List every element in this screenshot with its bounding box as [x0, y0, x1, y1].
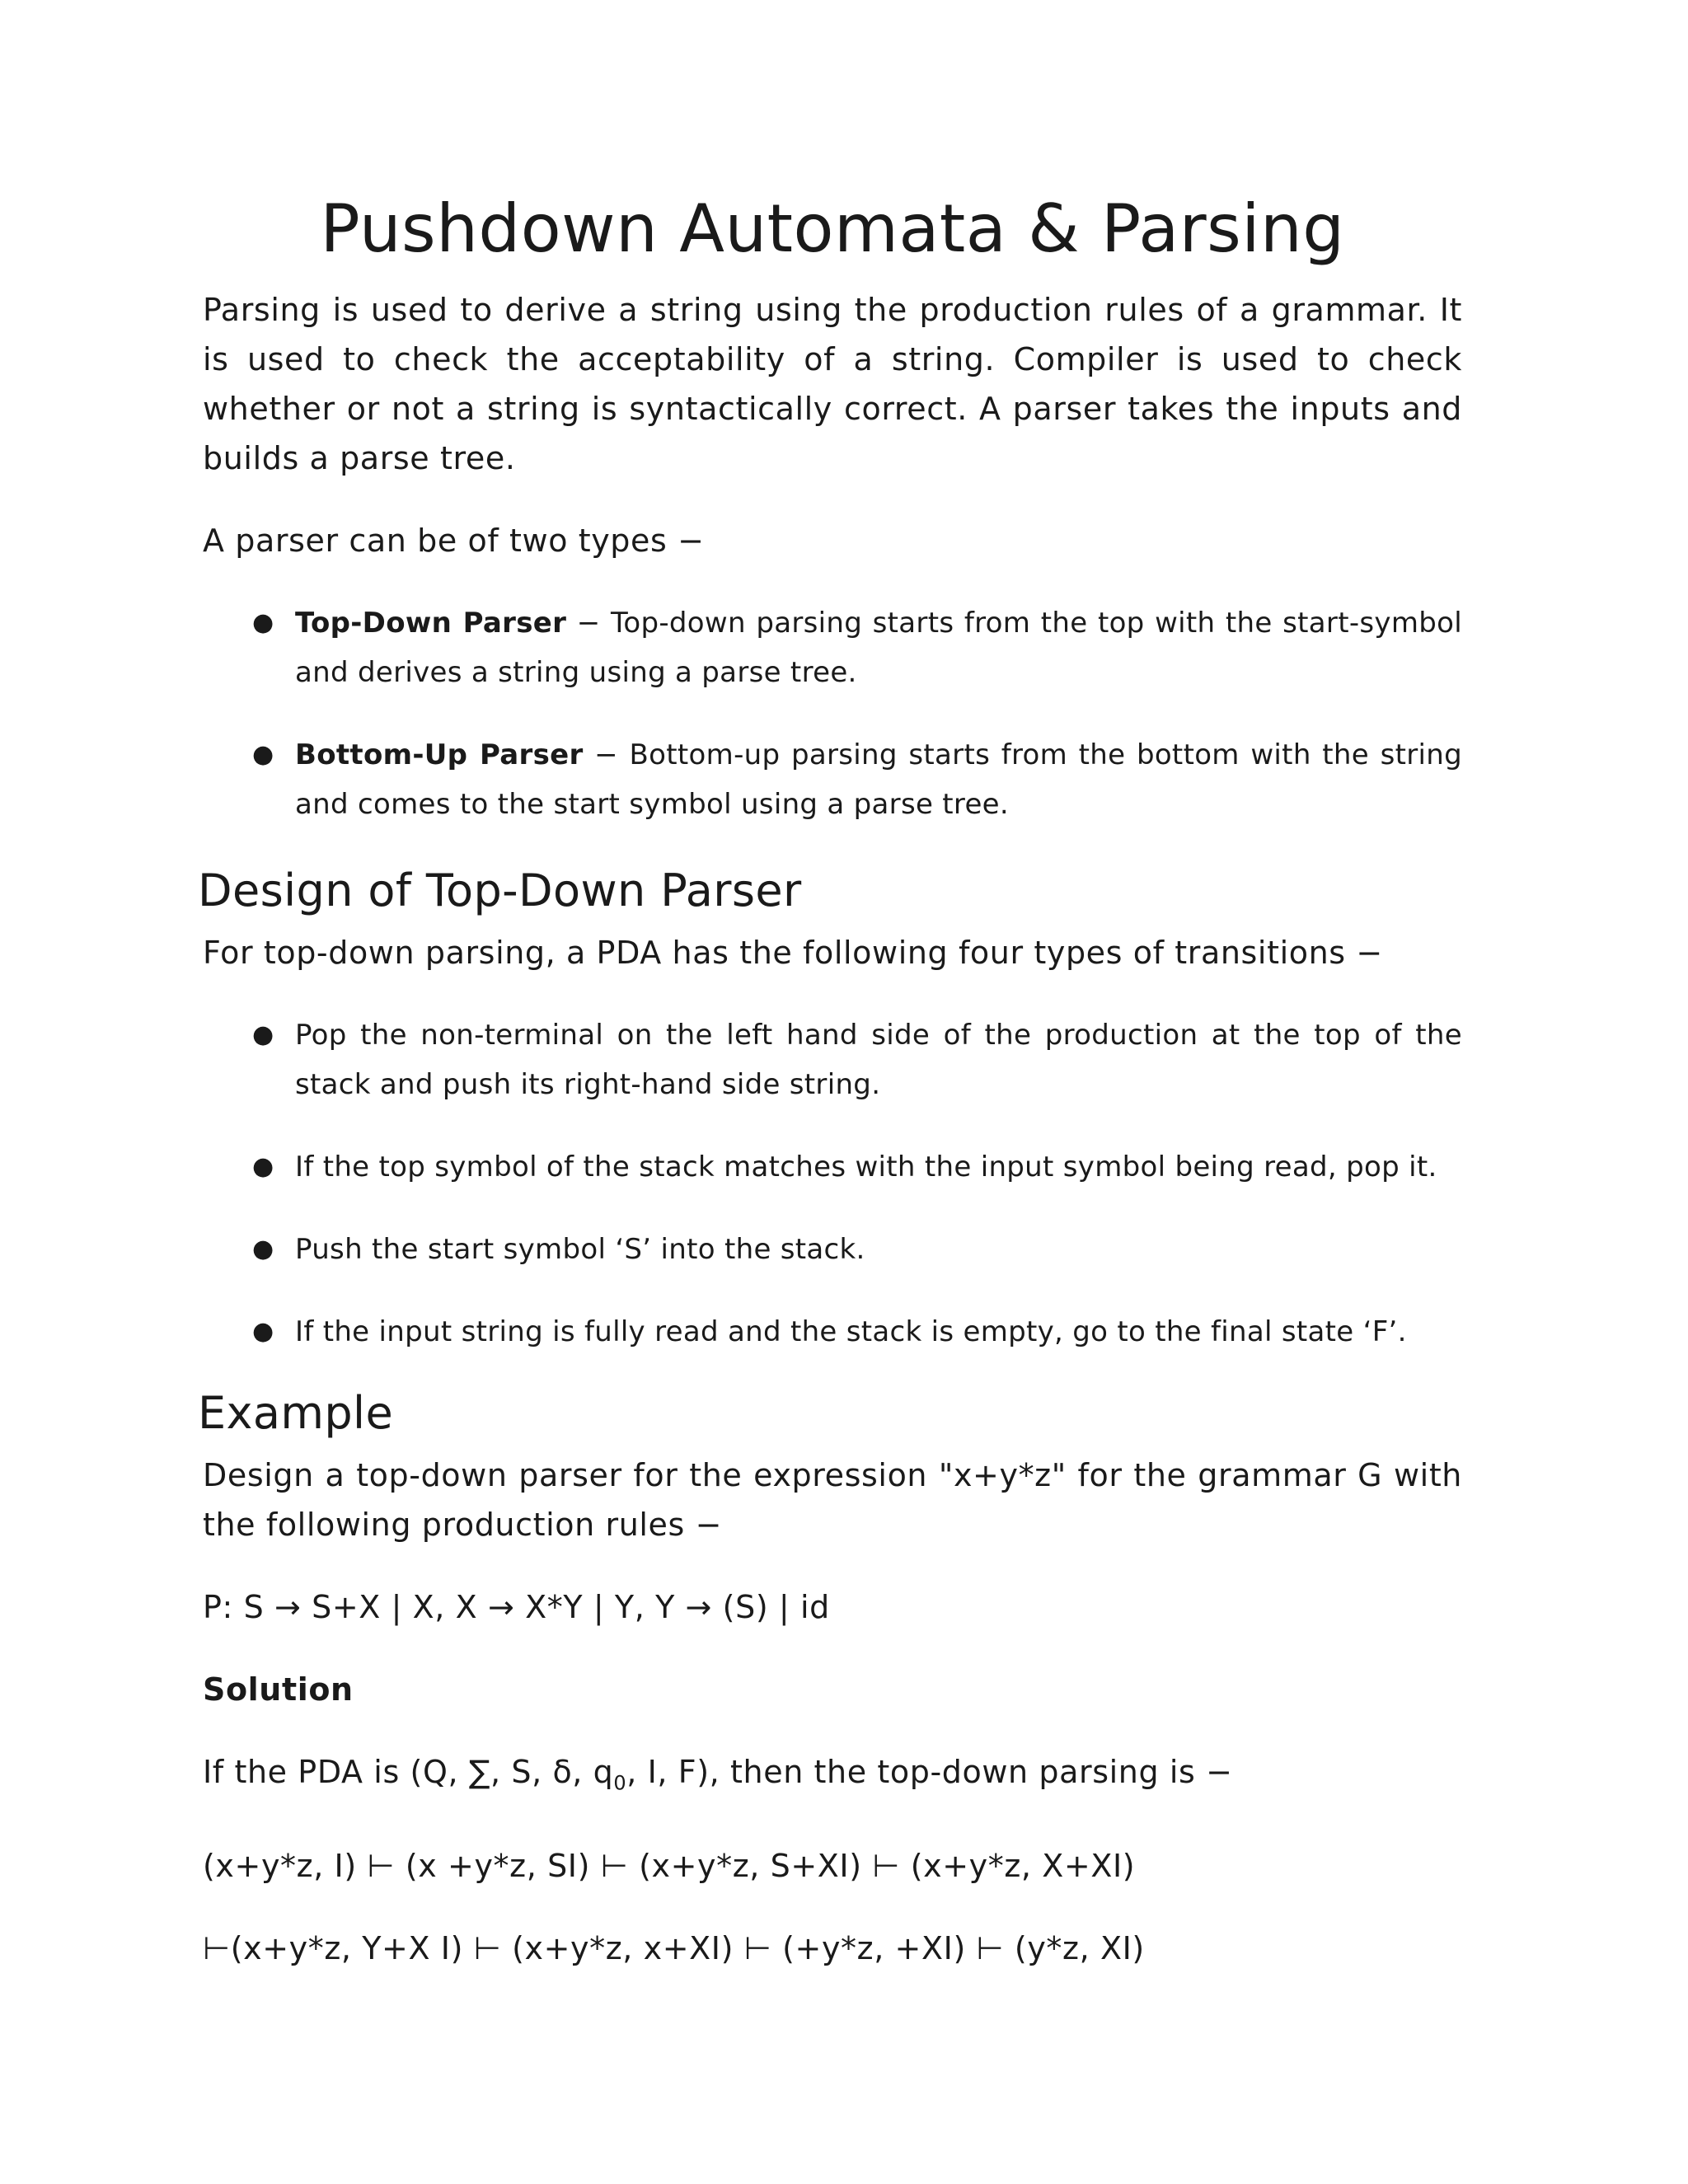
derivation-line-2: ⊢(x+y*z, Y+X I) ⊢ (x+y*z, x+XI) ⊢ (+y*z, +XI) ⊢ (y*z, XI)	[203, 1929, 1145, 1966]
parser-types-list	[203, 598, 1462, 829]
solution-label: Solution	[203, 1671, 354, 1708]
intro-paragraph: Parsing is used to derive a string using the production rules of a grammar. It is used to check the acceptability of a string. Compiler is used to check whether or not a string is syntactically correct. A parser takes the inputs and builds a parse tree.	[203, 292, 1462, 476]
bullet-icon: ●	[252, 1152, 274, 1181]
term-label: Top-Down Parser	[295, 607, 567, 640]
parser-types-intro: A parser can be of two types −	[203, 523, 705, 559]
bullet-icon: ●	[252, 1235, 274, 1263]
section-heading-design: Design of Top-Down Parser	[198, 865, 802, 916]
document-page	[198, 190, 1462, 1973]
list-item	[203, 598, 1462, 697]
bullet-icon: ●	[252, 1020, 274, 1049]
production-rules: P: S → S+X | X, X → X*Y | Y, Y → (S) | id	[203, 1589, 830, 1625]
derivation-line-1: (x+y*z, I) ⊢ (x +y*z, SI) ⊢ (x+y*z, S+XI) ⊢ (x+y*z, X+XI)	[203, 1847, 1136, 1884]
term-description: − Top-down parsing starts from the top with the start-symbol and derives a string using a parse tree.	[295, 607, 1462, 689]
bullet-icon: ●	[252, 608, 274, 637]
pda-definition: If the PDA is (Q, ∑, S, δ, $q_0$, I, F), then the top-down parsing is −	[203, 1754, 1233, 1795]
list-item: ● Pop the non-terminal on the left hand side of the production at the top of the stack and push its right-hand side string.	[203, 1010, 1462, 1109]
term-description: − Bottom-up parsing starts from the bottom with the string and comes to the start symbol using a parse tree.	[295, 738, 1462, 821]
list-item: ● Push the start symbol ‘S’ into the stack.	[203, 1225, 1462, 1274]
list-item: ● If the top symbol of the stack matches with the input symbol being read, pop it.	[203, 1142, 1462, 1192]
list-item	[203, 730, 1462, 829]
bullet-icon: ●	[252, 740, 274, 769]
transitions-list	[203, 1010, 1462, 1357]
list-item: ● If the input string is fully read and the stack is empty, go to the final state ‘F’.	[203, 1307, 1462, 1357]
section-heading-example: Example	[198, 1387, 394, 1439]
term-label: Bottom-Up Parser	[295, 738, 584, 771]
design-intro: For top-down parsing, a PDA has the following four types of transitions −	[203, 935, 1383, 971]
bullet-icon: ●	[252, 1317, 274, 1346]
page-title: Pushdown Automata & Parsing	[320, 190, 1345, 267]
example-paragraph: Design a top-down parser for the expression "x+y*z" for the grammar G with the following production rules −	[203, 1457, 1462, 1543]
